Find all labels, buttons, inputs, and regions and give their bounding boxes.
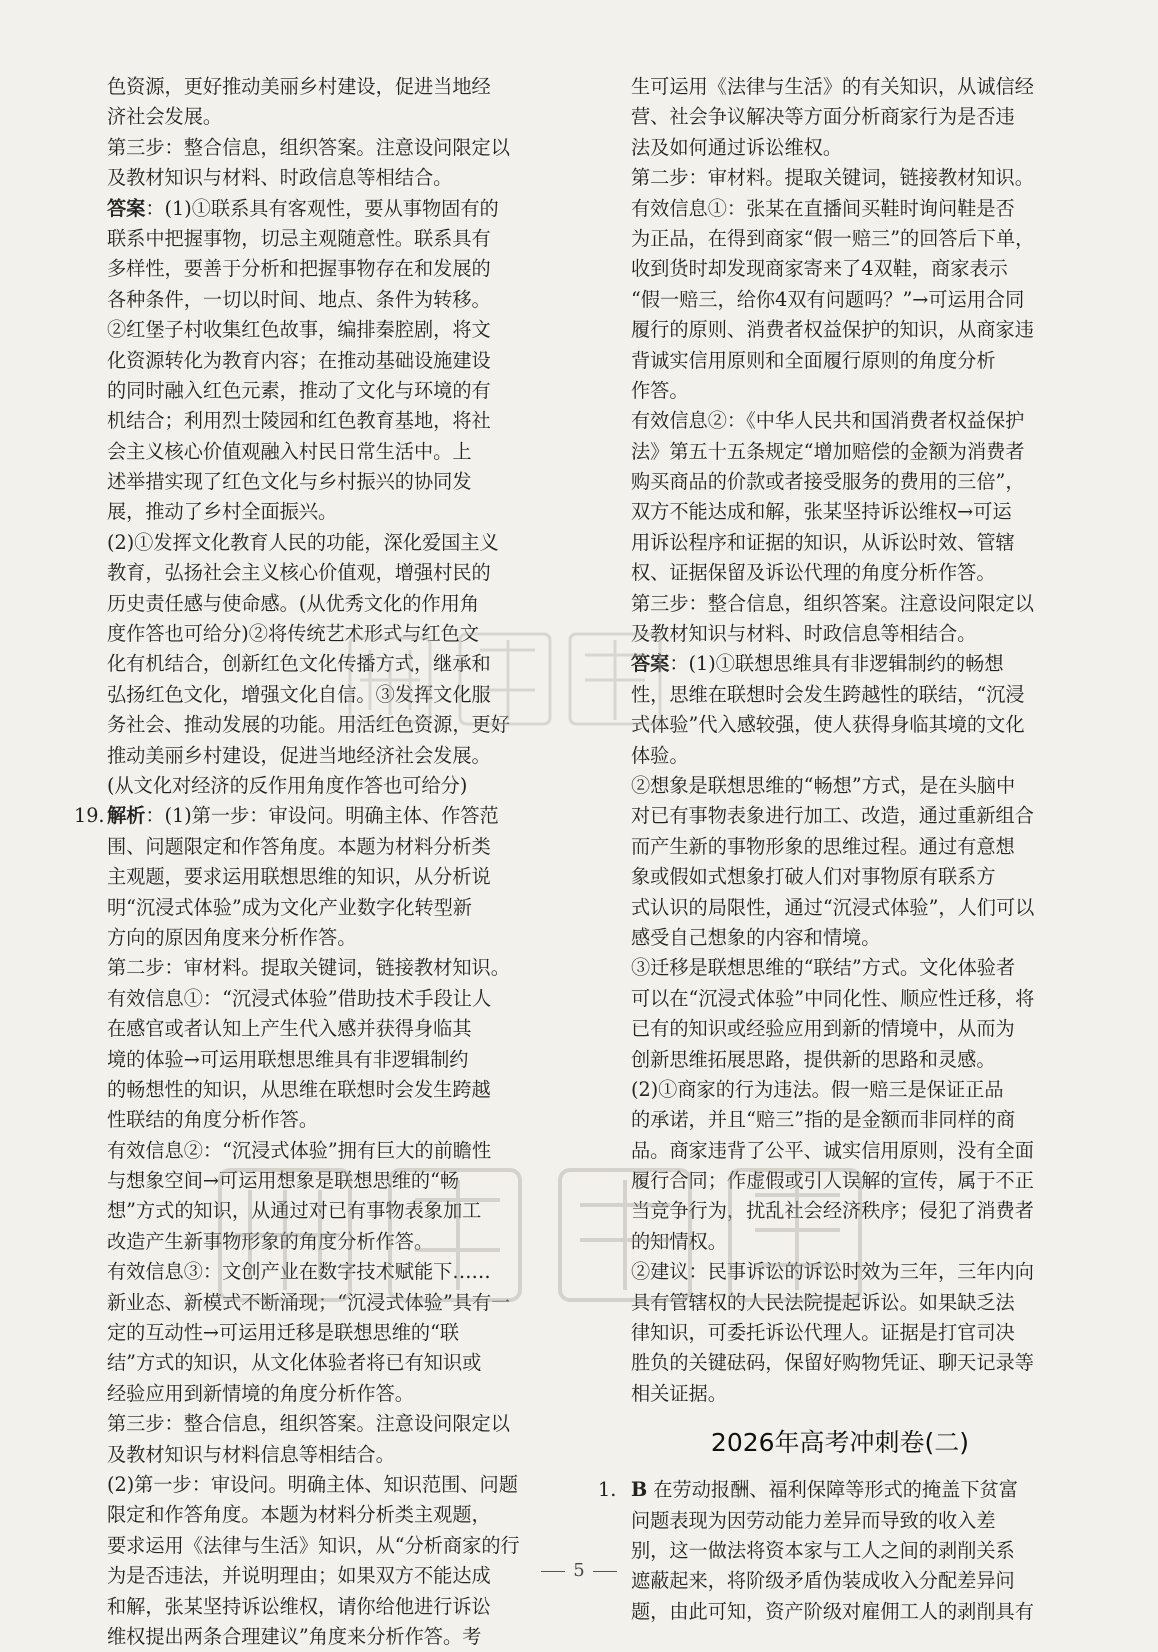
section-heading: 2026年高考冲刺卷(二) (710, 1428, 970, 1458)
line-text: ：(1)①联系具有客观性，要从事物固有的 (145, 196, 499, 220)
text-line (74, 832, 562, 862)
line-text: 体验。 (631, 743, 689, 767)
line-text: 有效信息②：《中华人民共和国消费者权益保护 (631, 409, 1025, 433)
text-line (74, 1318, 562, 1348)
line-text: 法及如何通过诉讼维权。 (631, 135, 843, 159)
answer-label: 答案 (107, 196, 146, 220)
text-line (74, 194, 562, 224)
text-line (598, 1136, 1082, 1166)
line-text: 为正品，在得到商家“假一赔三”的回答后下单， (631, 226, 1035, 250)
text-line (74, 1075, 562, 1105)
line-text: 创新思维拓展思路，提供新的思路和灵感。 (631, 1047, 996, 1071)
text-line (74, 558, 562, 588)
line-text: 机结合；利用烈士陵园和红色教育基地，将社 (107, 409, 491, 433)
text-line (598, 346, 1082, 376)
line-text: 及教材知识与材料信息等相结合。 (107, 1442, 395, 1466)
text-line (598, 1014, 1082, 1044)
line-text: 式认识的局限性，通过“沉浸式体验”，人们可以 (631, 895, 1035, 919)
line-text: 购买商品的价款或者接受服务的费用的三倍”， (631, 470, 1025, 494)
line-text: 化有机结合，创新红色文化传播方式，继承和 (107, 652, 491, 676)
line-text: 述举措实现了红色文化与乡村振兴的协同发 (107, 470, 472, 494)
text-line (598, 1597, 1082, 1627)
text-line (74, 528, 562, 558)
line-text: 历史责任感与使命感。(从优秀文化的作用角 (107, 591, 480, 615)
line-text: 与想象空间→可运用想象是联想思维的“畅 (107, 1169, 460, 1193)
text-line (74, 649, 562, 679)
line-text: 和解，张某坚持诉讼维权，请你给他进行诉讼 (107, 1594, 491, 1618)
line-text: 具有管辖权的人民法院提起诉讼。如果缺乏法 (631, 1290, 1015, 1314)
line-text: 可以在“沉浸式体验”中同化性、顺应性迁移，将 (631, 986, 1035, 1010)
line-text: 履行合同；作虚假或引人误解的宣传，属于不正 (631, 1169, 1034, 1193)
line-text: (从文化对经济的反作用角度作答也可给分) (107, 773, 468, 797)
line-text: 在感官或者认知上产生代入感并获得身临其 (107, 1017, 472, 1041)
text-line (74, 224, 562, 254)
text-line (598, 1506, 1082, 1536)
right-column (598, 72, 1082, 1627)
line-text: 度作答也可给分)②将传统艺术形式与红色文 (107, 622, 480, 646)
answer-label: 答案 (631, 652, 670, 676)
text-line (598, 1105, 1082, 1135)
line-text: 境的体验→可运用联想思维具有非逻辑制约 (107, 1047, 469, 1071)
line-text: 营、社会争议解决等方面分析商家行为是否违 (631, 105, 1015, 129)
line-text: 背诚实信用原则和全面履行原则的角度分析 (631, 348, 996, 372)
line-text: ：(1)①联想思维具有非逻辑制约的畅想 (669, 652, 1004, 676)
text-line (74, 589, 562, 619)
text-line (598, 649, 1082, 679)
line-text: 新业态、新模式不断涌现；“沉浸式体验”具有一 (107, 1290, 511, 1314)
text-line (74, 1409, 562, 1439)
text-line (74, 710, 562, 740)
text-line (598, 1475, 1082, 1505)
line-text: 问题表现为因劳动能力差异而导致的收入差 (631, 1508, 996, 1532)
text-line (598, 133, 1082, 163)
text-line (74, 1288, 562, 1318)
line-text: 生可运用《法律与生活》的有关知识，从诚信经 (631, 75, 1034, 98)
text-line (74, 619, 562, 649)
text-line (74, 984, 562, 1014)
text-line (74, 1257, 562, 1287)
line-text: 的畅想性的知识，从思维在联想时会发生跨越 (107, 1077, 491, 1101)
line-text: 化资源转化为教育内容；在推动基础设施建设 (107, 348, 491, 372)
text-line (598, 285, 1082, 315)
line-text: 各种条件，一切以时间、地点、条件为转移。 (107, 287, 491, 311)
text-line (598, 1075, 1082, 1105)
line-text: 主观题，要求运用联想思维的知识，从分析说 (107, 865, 491, 889)
line-text: 相关证据。 (631, 1381, 727, 1405)
line-text: 第三步：整合信息，组织答案。注意设问限定以 (107, 135, 510, 159)
line-text: 已有的知识或经验应用到新的情境中，从而为 (631, 1017, 1015, 1041)
line-text: 第三步：整合信息，组织答案。注意设问限定以 (631, 591, 1034, 615)
text-line (74, 680, 562, 710)
text-line (74, 862, 562, 892)
text-line (598, 680, 1082, 710)
line-text: 改造产生新事物形象的角度分析作答。 (107, 1229, 434, 1253)
text-line (74, 497, 562, 527)
line-text: 律知识，可委托诉讼代理人。证据是打官司决 (631, 1321, 1015, 1345)
line-text: 双方不能达成和解，张某坚持诉讼维权→可运 (631, 500, 1012, 524)
text-line (74, 1166, 562, 1196)
line-text: 限定和作答角度。本题为材料分析类主观题， (107, 1503, 491, 1527)
text-line (74, 285, 562, 315)
text-line (74, 1227, 562, 1257)
page-number-dash-right (593, 1571, 617, 1572)
line-text: 第二步：审材料。提取关键词，链接教材知识。 (631, 166, 1034, 190)
answer-label: 解析 (107, 804, 146, 828)
line-text: 胜负的关键砝码，保留好购物凭证、聊天记录等 (631, 1351, 1034, 1375)
line-text: 第二步：审材料。提取关键词，链接教材知识。 (107, 956, 510, 980)
line-text: 第三步：整合信息，组织答案。注意设问限定以 (107, 1412, 510, 1436)
text-line (598, 741, 1082, 771)
text-line (74, 254, 562, 284)
left-column (74, 72, 562, 1652)
text-line (74, 1440, 562, 1470)
line-text: 法》第五十五条规定“增加赔偿的金额为消费者 (631, 439, 1025, 463)
answer-label: B (631, 1478, 648, 1502)
text-line (74, 72, 562, 102)
text-line (598, 1348, 1082, 1378)
page-number (0, 1560, 1158, 1581)
line-text: 作答。 (631, 378, 689, 402)
text-line (598, 467, 1082, 497)
text-line (74, 893, 562, 923)
line-text: 有效信息①：“沉浸式体验”借助技术手段让人 (107, 986, 492, 1010)
text-line (74, 1500, 562, 1530)
text-line (74, 801, 562, 831)
line-text: 履行的原则、消费者权益保护的知识，从商家违 (631, 318, 1034, 342)
page-number-value: 5 (573, 1560, 585, 1581)
text-line (598, 497, 1082, 527)
question-number: 19. (74, 804, 105, 828)
line-text: 多样性，要善于分析和把握事物存在和发展的 (107, 257, 491, 281)
text-line (74, 406, 562, 436)
text-line (598, 619, 1082, 649)
text-line (74, 771, 562, 801)
text-line (598, 1318, 1082, 1348)
line-text: 方向的原因角度来分析作答。 (107, 925, 357, 949)
line-text: ③迁移是联想思维的“联结”方式。文化体验者 (631, 956, 1016, 980)
line-text: 围、问题限定和作答角度。本题为材料分析类 (107, 834, 491, 858)
line-text: ②红堡子村收集红色故事，编排秦腔剧，将文 (107, 318, 491, 342)
question-number: 1. (598, 1478, 617, 1502)
line-text: “假一赔三，给你4双有问题吗？”→可运用合同 (631, 287, 1025, 311)
text-line (598, 376, 1082, 406)
line-text: 展，推动了乡村全面振兴。 (107, 500, 338, 524)
line-text: 别，这一做法将资本家与工人之间的剥削关系 (631, 1538, 1015, 1562)
text-line (598, 1166, 1082, 1196)
line-text: 的同时融入红色元素，推动了文化与环境的有 (107, 378, 491, 402)
line-text: 有效信息①：张某在直播间买鞋时询问鞋是否 (631, 196, 1015, 220)
text-line (74, 163, 562, 193)
line-text: ：(1)第一步：审设问。明确主体、作答范 (145, 804, 499, 828)
text-line (598, 528, 1082, 558)
text-line (74, 1105, 562, 1135)
text-line (74, 1531, 562, 1561)
line-text: 教育，弘扬社会主义核心价值观，增强村民的 (107, 561, 491, 585)
text-line (598, 710, 1082, 740)
line-text: (2)第一步：审设问。明确主体、知识范围、问题 (107, 1472, 518, 1496)
text-line (598, 953, 1082, 983)
text-line (74, 1592, 562, 1622)
line-text: 要求运用《法律与生活》知识，从“分析商家的行 (107, 1533, 520, 1557)
line-text: 及教材知识与材料、时政信息等相结合。 (107, 166, 453, 190)
text-line (598, 406, 1082, 436)
text-line (598, 801, 1082, 831)
line-text: 明“沉浸式体验”成为文化产业数字化转型新 (107, 895, 472, 919)
text-line (74, 346, 562, 376)
text-line (74, 1622, 562, 1652)
line-text: 式体验”代入感较强，使人获得身临其境的文化 (631, 713, 1025, 737)
line-text: 对已有事物表象进行加工、改造，通过重新组合 (631, 804, 1034, 828)
line-text: ②想象是联想思维的“畅想”方式，是在头脑中 (631, 773, 1016, 797)
line-text: 遮蔽起来，将阶级矛盾伪装成收入分配差异问 (631, 1569, 1015, 1593)
text-line (598, 72, 1082, 102)
text-line (74, 923, 562, 953)
line-text: 联系中把握事物，切忌主观随意性。联系具有 (107, 226, 491, 250)
text-line (74, 1470, 562, 1500)
line-text: ②建议：民事诉讼的诉讼时效为三年，三年内向 (631, 1260, 1034, 1284)
line-text: (2)①商家的行为违法。假一赔三是保证正品 (631, 1077, 1004, 1101)
text-line (598, 832, 1082, 862)
line-text: 结”方式的知识，从文化体验者将已有知识或 (107, 1351, 482, 1375)
text-line (74, 1045, 562, 1075)
text-line (74, 1136, 562, 1166)
text-line (598, 254, 1082, 284)
line-text: 为是否违法，并说明理由；如果双方不能达成 (107, 1564, 491, 1588)
line-text: 会主义核心价值观融入村民日常生活中。上 (107, 439, 472, 463)
text-line (598, 1045, 1082, 1075)
text-line (598, 589, 1082, 619)
line-text: 有效信息③：文创产业在数字技术赋能下…… (107, 1260, 491, 1284)
line-text: 收到货时却发现商家寄来了4双鞋，商家表示 (631, 257, 1008, 281)
text-line (74, 741, 562, 771)
text-line (598, 1288, 1082, 1318)
line-text: 感受自己想象的内容和情境。 (631, 925, 881, 949)
line-text: 务社会、推动发展的功能。用活红色资源，更好 (107, 713, 510, 737)
line-text: 用诉讼程序和证据的知识，从诉讼时效、管辖 (631, 530, 1015, 554)
text-line (74, 102, 562, 132)
text-line (74, 437, 562, 467)
line-text: 品。商家违背了公平、诚实信用原则，没有全面 (631, 1138, 1034, 1162)
text-line (74, 1196, 562, 1226)
line-text: 色资源，更好推动美丽乡村建设，促进当地经 (107, 75, 491, 98)
line-text: 想”方式的知识，从通过对已有事物表象加工 (107, 1199, 482, 1223)
text-line (598, 102, 1082, 132)
text-line (598, 771, 1082, 801)
text-line (74, 1014, 562, 1044)
text-line (598, 224, 1082, 254)
text-line (74, 1379, 562, 1409)
text-line (598, 315, 1082, 345)
text-line (74, 315, 562, 345)
text-line (598, 558, 1082, 588)
line-text: 性，思维在联想时会发生跨越性的联结，“沉浸 (631, 682, 1025, 706)
text-line (598, 1196, 1082, 1226)
text-line (598, 1379, 1082, 1409)
text-line (598, 923, 1082, 953)
line-text: 维权提出两条合理建议”角度来分析作答。考 (107, 1624, 482, 1648)
line-text: (2)①发挥文化教育人民的功能，深化爱国主义 (107, 530, 499, 554)
text-line (74, 1348, 562, 1378)
line-text: 定的互动性→可运用迁移是联想思维的“联 (107, 1321, 460, 1345)
text-line (74, 467, 562, 497)
text-line (598, 862, 1082, 892)
line-text: 权、证据保留及诉讼代理的角度分析作答。 (631, 561, 996, 585)
line-text: 济社会发展。 (107, 105, 223, 129)
page-number-dash-left (541, 1571, 565, 1572)
line-text: 题，由此可知，资产阶级对雇佣工人的剥削具有 (631, 1599, 1034, 1623)
text-line (74, 953, 562, 983)
line-text: 象或假如式想象打破人们对事物原有联系方 (631, 865, 996, 889)
line-text: 而产生新的事物形象的思维过程。通过有意想 (631, 834, 1015, 858)
text-line (598, 437, 1082, 467)
text-line (598, 1257, 1082, 1287)
text-line (598, 194, 1082, 224)
text-line (74, 376, 562, 406)
line-text: 经验应用到新情境的角度分析作答。 (107, 1381, 414, 1405)
line-text: 推动美丽乡村建设，促进当地经济社会发展。 (107, 743, 491, 767)
line-text: 及教材知识与材料、时政信息等相结合。 (631, 622, 977, 646)
text-line (598, 893, 1082, 923)
line-text: 有效信息②：“沉浸式体验”拥有巨大的前瞻性 (107, 1138, 492, 1162)
line-text: 弘扬红色文化，增强文化自信。③发挥文化服 (107, 682, 491, 706)
line-text: 的承诺，并且“赔三”指的是金额而非同样的商 (631, 1108, 1016, 1132)
right-column-top (598, 72, 1082, 1409)
line-text: 性联结的角度分析作答。 (107, 1108, 319, 1132)
text-line (598, 1227, 1082, 1257)
text-line (598, 984, 1082, 1014)
line-text: 当竞争行为，扰乱社会经济秩序；侵犯了消费者 (631, 1199, 1034, 1223)
text-line (598, 163, 1082, 193)
right-column-bottom (598, 1475, 1082, 1627)
text-line (74, 133, 562, 163)
line-text: 在劳动报酬、福利保障等形式的掩盖下贫富 (647, 1478, 1018, 1502)
line-text: 的知情权。 (631, 1229, 727, 1253)
